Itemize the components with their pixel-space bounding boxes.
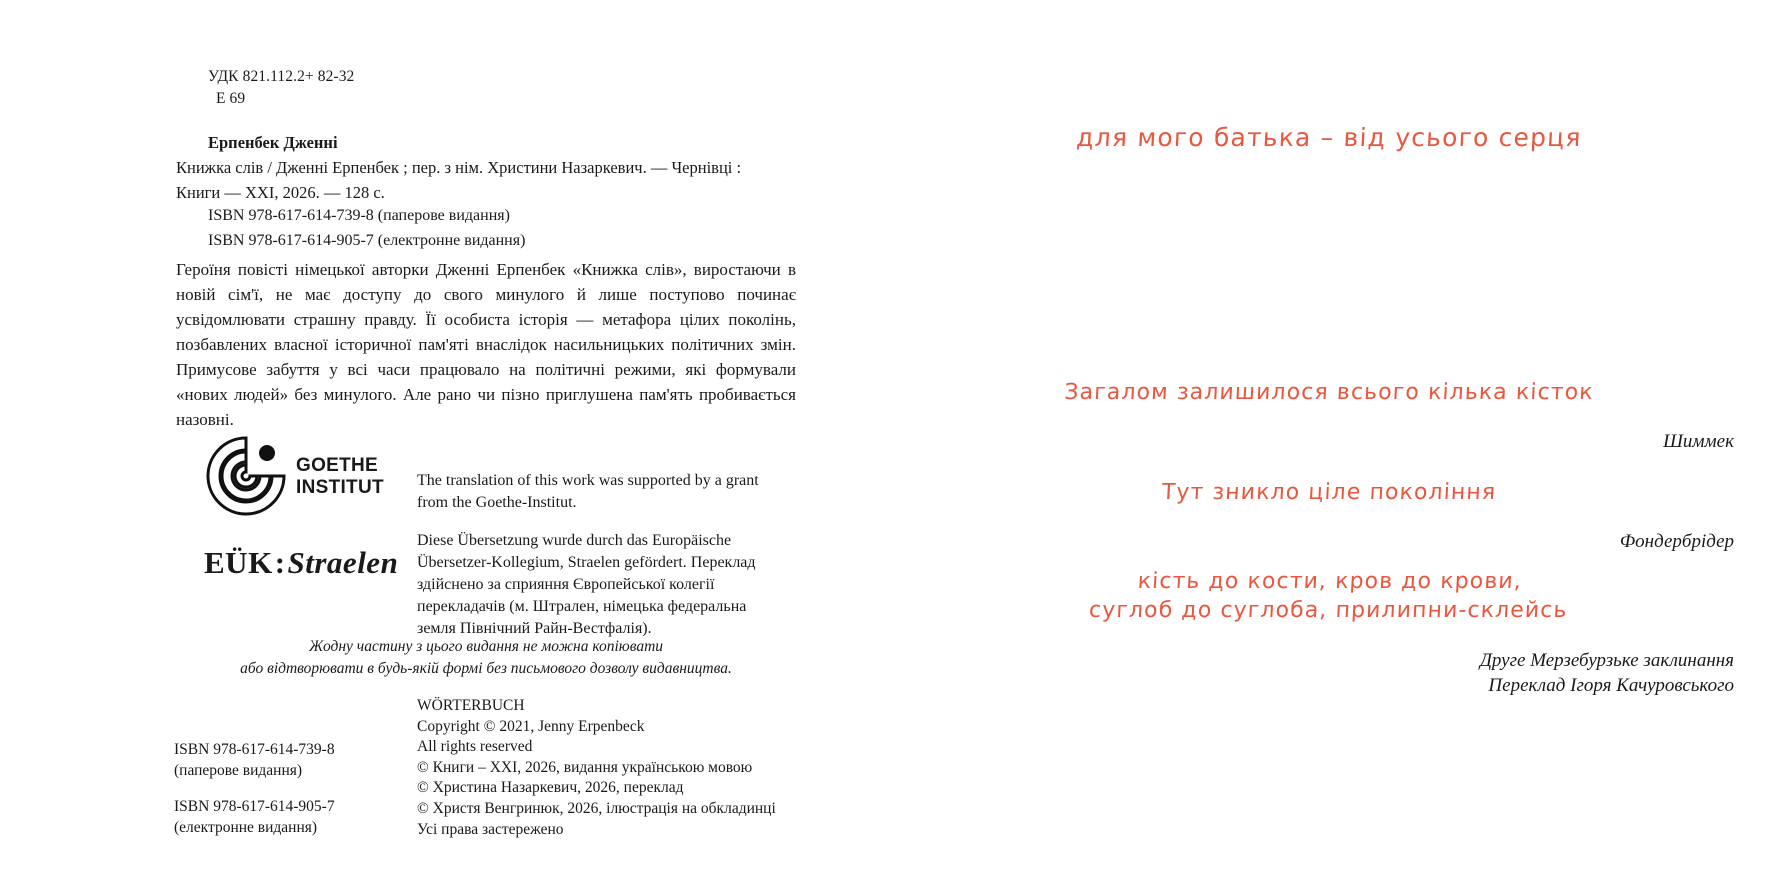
isbn-footer-print [174,740,335,781]
udk-code: УДК 821.112.2+ 82-32 [208,68,355,85]
isbn-block [208,204,525,254]
epigraph-2 [886,478,1772,555]
isbn-footer-block [174,740,335,838]
bibliographic-line-1: Книжка слів / Дженні Ерпенбек ; пер. з нім. Христини Назаркевич. — Чернівці : [176,157,742,177]
imprint-block [417,696,797,840]
epigraph-2-quote: Тут зникло ціле покоління [1161,480,1497,505]
institut-word: INSTITUT [296,476,384,498]
udk-block [208,66,354,111]
epigraph-1-quote: Загалом залишилося всього кілька кісток [1063,380,1595,405]
copyright-notice [176,636,796,681]
euk-separator: : [274,545,286,580]
euk-name: Straelen [287,545,399,580]
isbn-footer-electronic [174,797,335,838]
grant-paragraph-en: The translation of this work was supported by a grant from the Goethe-Institut. [417,472,759,512]
imprint-illustrator: © Христя Венгринюк, 2026, ілюстрація на обкладинці [417,800,776,818]
bibliographic-record [176,131,816,205]
isbn-electronic: ISBN 978-617-614-905-7 (електронне видання) [208,231,526,249]
isbn-footer-print-kind: (паперове видання) [174,761,303,779]
dedication-text: для мого батька – від усього серця [1075,123,1583,152]
dedication-page [886,0,1772,886]
isbn-print: ISBN 978-617-614-739-8 (паперове видання) [208,207,510,224]
copyright-notice-line-1: Жодну частину з цього видання не можна копіювати [308,638,664,655]
goethe-word: GOETHE [296,455,379,476]
euk-mark: EÜK [204,545,273,580]
copyright-notice-line-2: або відтворювати в будь-якій формі без письмового дозволу видавництва. [240,660,732,678]
imprint-original-title: WÖRTERBUCH [417,697,525,714]
epigraph-1 [886,378,1772,455]
epigraph-1-source: Шиммек [1663,431,1734,453]
imprint-publisher: © Книги – XXI, 2026, видання українською мовою [417,758,753,776]
epigraph-3-quote: кість до кости, кров до крови, суглоб до суглоба, прилипни-склейсь [1088,569,1569,624]
imprint-copyright: Copyright © 2021, Jenny Erpenbeck [417,717,645,735]
annotation-text: Героїня повісті німецької авторки Дженні Ерпенбек «Книжка слів», виростаючи в новій сім'ї, не має доступу до свого минулого й лише поступово починає усвідомлювати страшну правду. Її особиста історія — метафора цілих поколінь, позбавлених власної історичної пам'яті внаслідок насильницьких політичних змін. Примусове забуття у всі часи працювало на політичні режими, які формували «нових людей» без минулого. Але рано чи пізно приглушена пам'ять пробивається назовні. [176,260,796,429]
goethe-institut-wordmark [296,455,384,499]
isbn-footer-electronic-code: ISBN 978-617-614-905-7 [174,798,335,816]
isbn-footer-electronic-kind: (електронне видання) [174,818,318,836]
epigraph-2-source: Фондербрідер [1619,531,1734,553]
author-name: Ерпенбек Дженні [208,133,338,152]
imprint-translator: © Христина Назаркевич, 2026, переклад [417,779,684,797]
goethe-institut-logo-icon [204,434,288,518]
epigraph-3-source: Друге Мерзебурзьке заклинання Переклад Ігоря Качуровського [1479,649,1734,697]
isbn-footer-print-code: ISBN 978-617-614-739-8 [174,741,335,758]
imprint-rights-reserved: Усі права застережено [417,820,564,838]
udk-shelfmark: Е 69 [216,90,246,108]
euk-straelen-logo [204,545,398,581]
bibliographic-line-2: Книги — XXI, 2026. — 128 с. [176,182,385,202]
grant-acknowledgement [417,470,777,641]
grant-paragraph-de-uk: Diese Übersetzung wurde durch das Europäische Übersetzer-Kollegium, Straelen gefördert. Переклад здійснено за сприяння Європейської колегії перекладачів (м. Штрален, німецька федеральна земля Північний Райн-Вестфалія). [417,532,756,638]
imprint-rights: All rights reserved [417,738,533,756]
epigraph-3 [886,567,1772,698]
